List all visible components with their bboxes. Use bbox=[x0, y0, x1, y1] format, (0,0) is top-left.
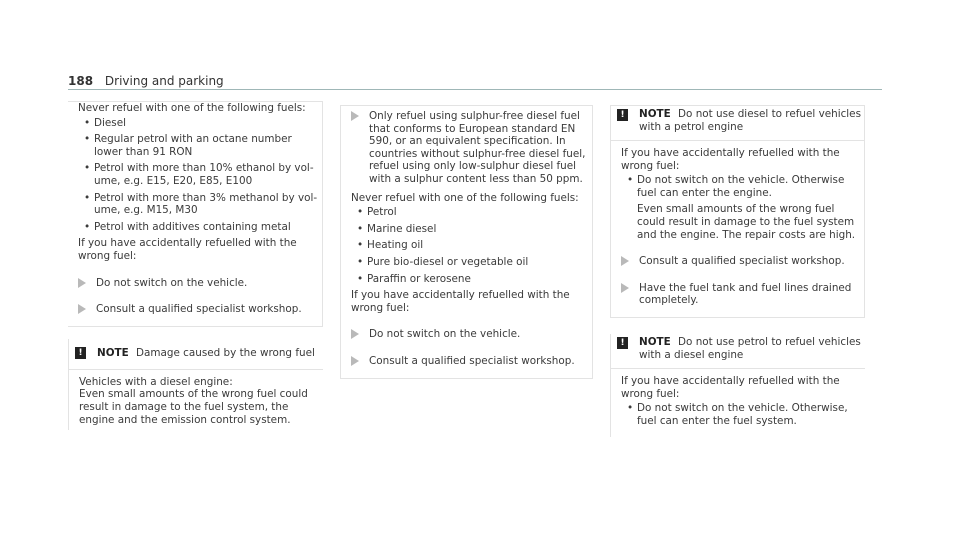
note-header bbox=[611, 106, 864, 134]
page-number: 188 bbox=[68, 74, 94, 88]
step-item: Consult a qualified specialist workshop. bbox=[341, 355, 592, 368]
arrow-icon bbox=[78, 304, 86, 314]
note-label: NOTE bbox=[639, 108, 671, 120]
note-petrol-block bbox=[610, 334, 865, 437]
note-header bbox=[69, 339, 323, 373]
arrow-icon bbox=[78, 278, 86, 288]
step-item: Have the fuel tank and fuel lines drained completely. bbox=[611, 282, 864, 307]
fuel-list bbox=[78, 117, 322, 234]
divider bbox=[611, 140, 864, 141]
step-item: Do not switch on the vehicle. bbox=[68, 277, 322, 290]
list-item: • Petrol bbox=[351, 206, 592, 219]
arrow-icon bbox=[351, 111, 359, 121]
diesel-fuel-block bbox=[340, 105, 593, 379]
list-item: • Diesel bbox=[78, 117, 322, 130]
warning-icon: ! bbox=[75, 347, 86, 359]
note-title: Damage caused by the wrong fuel bbox=[136, 346, 315, 359]
arrow-icon bbox=[621, 283, 629, 293]
list-item: • Petrol with more than 10% ethanol by volume, e.g. E15, E20, E85, E100 bbox=[78, 162, 322, 187]
note-damage-block bbox=[68, 339, 323, 430]
arrow-icon bbox=[351, 356, 359, 366]
step-item: Do not switch on the vehicle. bbox=[341, 328, 592, 341]
note-text: Even small amounts of the wrong fuel could result in damage to the fuel system and the engine. The repair costs are high. bbox=[637, 203, 856, 241]
note-text: If you have accidentally refuelled with the wrong fuel: bbox=[621, 374, 840, 400]
note-label: NOTE bbox=[639, 335, 671, 348]
list-item: • Do not switch on the vehicle. Otherwise, fuel can enter the fuel system. bbox=[621, 402, 865, 427]
note-list bbox=[621, 174, 864, 241]
intro-text: Never refuel with one of the following fuels: bbox=[351, 191, 579, 204]
note-text: Vehicles with a diesel engine: bbox=[79, 375, 233, 388]
step-item: Only refuel using sulphur-free diesel fuel that conforms to European standard EN 590, or an equivalent specification. In countries without sulphur-free diesel fuel, refuel using only low-sulphur diesel fuel with a sulphur content less than 50 ppm. bbox=[341, 110, 592, 186]
accident-text: If you have accidentally refuelled with the wrong fuel: bbox=[78, 237, 297, 262]
warning-icon: ! bbox=[617, 337, 628, 349]
step-item: Consult a qualified specialist workshop. bbox=[611, 255, 864, 268]
fuel-warning-block bbox=[68, 101, 323, 327]
warning-icon: ! bbox=[617, 109, 628, 121]
note-text: If you have accidentally refuelled with the wrong fuel: bbox=[621, 147, 840, 172]
note-diesel-block bbox=[610, 105, 865, 318]
note-label: NOTE bbox=[97, 346, 129, 359]
list-item: • Heating oil bbox=[351, 239, 592, 252]
note-text: Even small amounts of the wrong fuel could result in damage to the fuel system, the engine and the emission control system. bbox=[79, 388, 308, 426]
list-item: • Do not switch on the vehicle. Otherwise fuel can enter the engine. Even small amounts of the wrong fuel could result in damage to the fuel system and the engine. The repair costs are high. bbox=[621, 174, 864, 241]
arrow-icon bbox=[621, 256, 629, 266]
note-list bbox=[621, 402, 865, 427]
list-item: • Petrol with additives containing metal bbox=[78, 221, 322, 234]
note-header bbox=[611, 334, 865, 362]
intro-text: Never refuel with one of the following fuels: bbox=[78, 102, 306, 114]
column-3 bbox=[610, 105, 865, 437]
column-1 bbox=[68, 101, 323, 430]
page-header bbox=[68, 74, 224, 88]
list-item: • Regular petrol with an octane number lower than 91 RON bbox=[78, 133, 322, 158]
list-item: • Marine diesel bbox=[351, 223, 592, 236]
accident-text: If you have accidentally refuelled with the wrong fuel: bbox=[351, 289, 570, 314]
section-title: Driving and parking bbox=[104, 74, 224, 88]
step-item: Consult a qualified specialist workshop. bbox=[68, 303, 322, 316]
divider bbox=[611, 368, 865, 369]
list-item: • Pure bio-diesel or vegetable oil bbox=[351, 256, 592, 269]
arrow-icon bbox=[351, 329, 359, 339]
note-title: Do not use petrol to refuel vehicles with a diesel engine bbox=[639, 335, 861, 361]
header-rule bbox=[68, 89, 882, 90]
list-item: • Petrol with more than 3% methanol by volume, e.g. M15, M30 bbox=[78, 192, 322, 217]
fuel-list bbox=[351, 206, 592, 285]
note-title: Do not use diesel to refuel vehicles with a petrol engine bbox=[639, 108, 861, 133]
list-item: • Paraffin or kerosene bbox=[351, 273, 592, 286]
column-2 bbox=[340, 105, 593, 379]
